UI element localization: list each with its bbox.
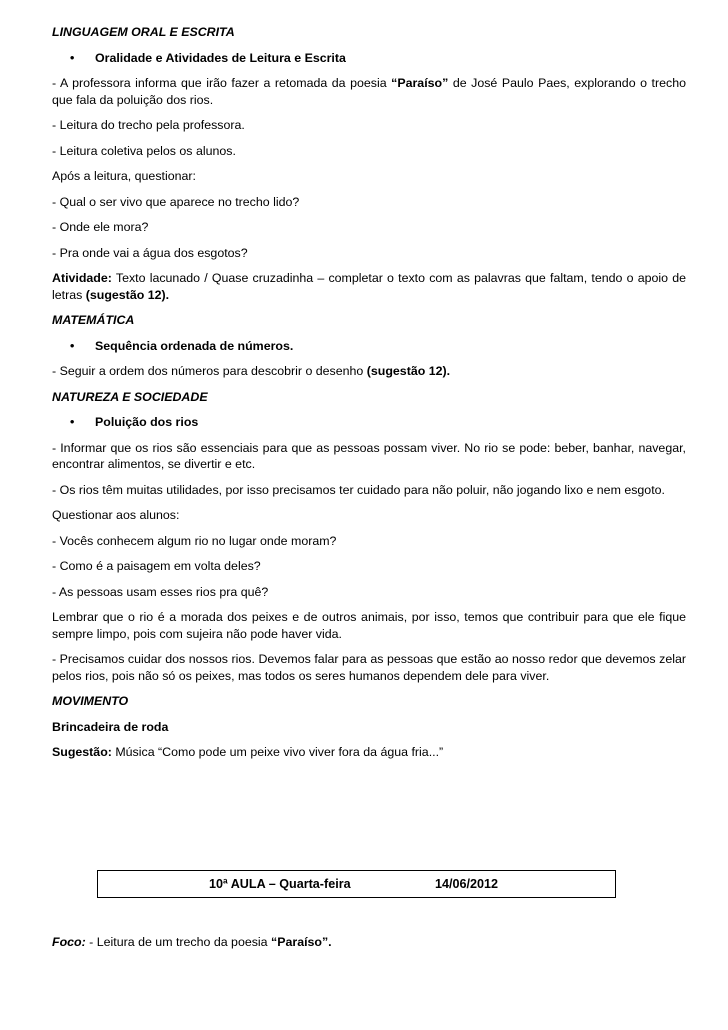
focus-label: Foco: <box>52 935 86 949</box>
bullet-item <box>52 338 686 355</box>
paragraph: - Informar que os rios são essenciais para que as pessoas possam viver. No rio se pode: beber, banhar, navegar, encontrar alimentos, se divertir e etc. <box>52 440 686 471</box>
focus-text: - Leitura de um trecho da poesia <box>85 935 272 949</box>
focus-poem-title: “Paraíso”. <box>271 935 332 949</box>
question: - Como é a paisagem em volta deles? <box>52 559 261 573</box>
paragraph: - Leitura coletiva pelos os alunos. <box>52 143 236 158</box>
bullet-text: Oralidade e Atividades de Leitura e Escrita <box>95 50 346 65</box>
section-title-natureza: NATUREZA E SOCIEDADE <box>52 389 208 404</box>
activity-paragraph: Atividade: Texto lacunado / Quase cruzadinha – completar o texto com as palavras que faltam, tendo o apoio de letras (sugestão 12). <box>52 271 686 302</box>
paragraph: - Precisamos cuidar dos nossos rios. Devemos falar para as pessoas que estão ao nosso redor que devemos zelar pelos rios, pois não só os peixes, mas todos os seres humanos dependem dele para viver. <box>52 652 686 683</box>
section-title-linguagem: LINGUAGEM ORAL E ESCRITA <box>52 25 235 39</box>
question: - Vocês conhecem algum rio no lugar onde moram? <box>52 533 337 548</box>
bullet-dot-icon: • <box>70 338 75 353</box>
paragraph: - Seguir a ordem dos números para descobrir o desenho (sugestão 12). <box>52 364 451 378</box>
paragraph: Após a leitura, questionar: <box>52 169 196 183</box>
focus-line <box>52 934 332 951</box>
question: - Qual o ser vivo que aparece no trecho lido? <box>52 194 300 209</box>
lesson-date: 14/06/2012 <box>435 877 499 891</box>
bullet-dot-icon: • <box>70 50 75 65</box>
lesson-title: 10ª AULA – Quarta-feira <box>209 877 351 891</box>
bullet-text: Sequência ordenada de números. <box>95 338 294 353</box>
subtitle: Brincadeira de roda <box>52 719 169 734</box>
paragraph: - Os rios têm muitas utilidades, por isso precisamos ter cuidado para não poluir, não jogando lixo e nem esgoto. <box>52 482 665 497</box>
paragraph: Lembrar que o rio é a morada dos peixes e de outros animais, por isso, temos que contribuir para que ele fique sempre limpo, pois com sujeira não pode haver vida. <box>52 610 686 641</box>
section-title-matematica: MATEMÁTICA <box>52 313 135 327</box>
paragraph: - Leitura do trecho pela professora. <box>52 118 245 132</box>
question: - As pessoas usam esses rios pra quê? <box>52 584 269 599</box>
bullet-text: Poluição dos rios <box>95 415 199 429</box>
question: - Pra onde vai a água dos esgotos? <box>52 245 248 260</box>
section-title-movimento: MOVIMENTO <box>52 694 129 708</box>
paragraph: - A professora informa que irão fazer a retomada da poesia “Paraíso” de José Paulo Paes, explorando o trecho que fala da poluição dos rios. <box>52 76 686 107</box>
bullet-item <box>52 50 686 67</box>
document-page <box>52 24 686 770</box>
lesson-header-box <box>97 870 616 898</box>
bullet-dot-icon: • <box>70 415 75 429</box>
question: - Onde ele mora? <box>52 220 149 234</box>
suggestion-paragraph: Sugestão: Música “Como pode um peixe vivo viver fora da água fria...” <box>52 745 444 759</box>
paragraph: Questionar aos alunos: <box>52 508 180 522</box>
bullet-item <box>52 414 686 431</box>
